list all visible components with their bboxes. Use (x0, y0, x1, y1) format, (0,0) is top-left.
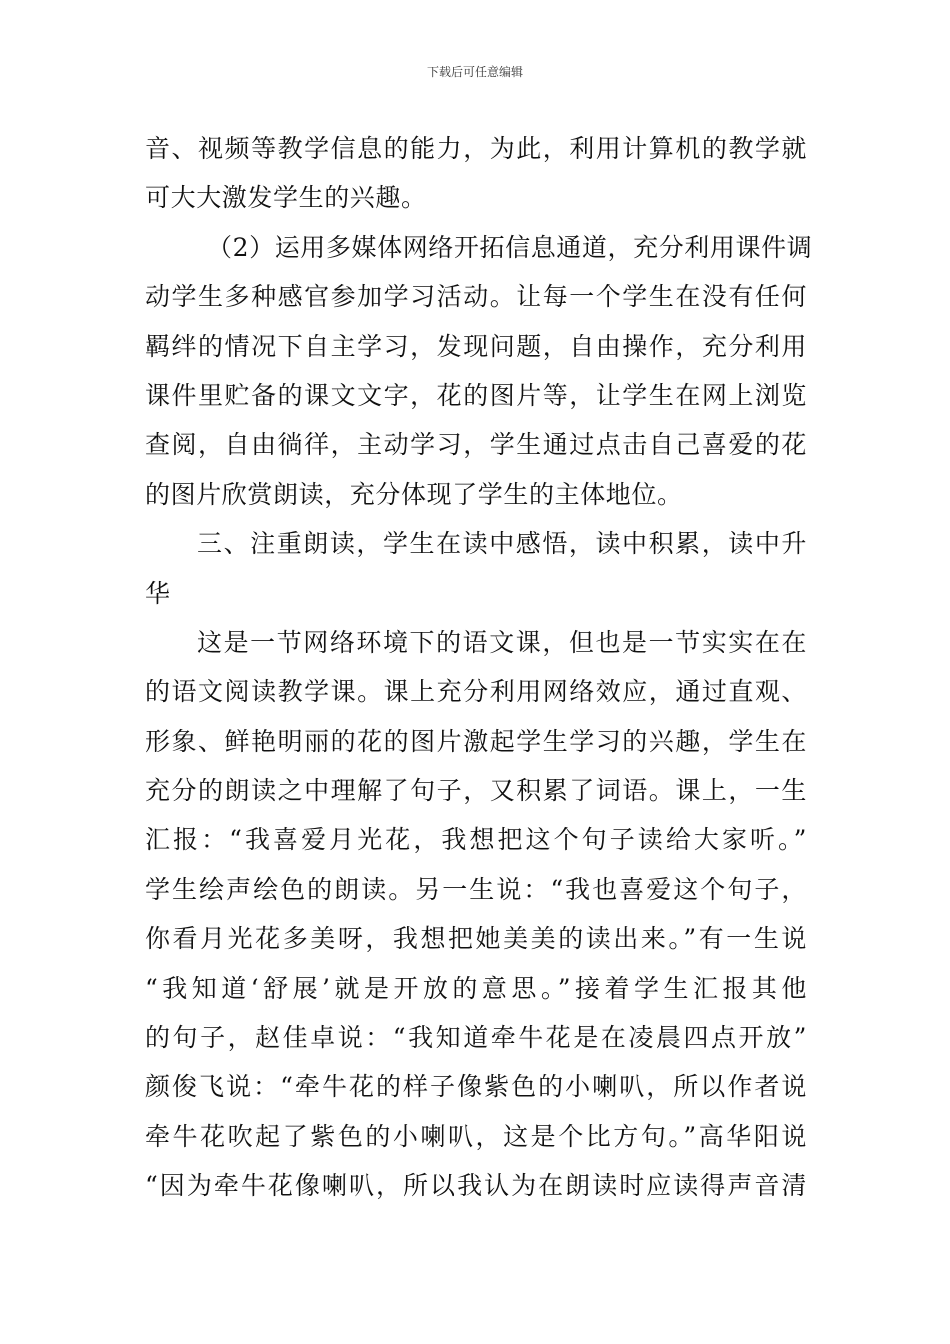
text-line: 的语文阅读教学课。课上充分利用网络效应，通过直观、 (145, 677, 807, 707)
page-header: 下载后可任意编辑 (426, 65, 523, 79)
text-line: 颜俊飞说：“牵牛花的样子像紫色的小喇叭，所以作者说 (145, 1072, 807, 1102)
paragraph-reading (145, 618, 807, 1211)
text-line: 牵牛花吹起了紫色的小喇叭，这是个比方句。”高华阳说 (145, 1121, 807, 1151)
text-line: 学生绘声绘色的朗读。另一生说：“我也喜爱这个句子， (145, 874, 807, 904)
text-line: 这是一节网络环境下的语文课，但也是一节实实在在 (197, 627, 807, 657)
text-line: 可大大激发学生的兴趣。 (145, 183, 427, 213)
text-line: 的图片欣赏朗读，充分体现了学生的主体地位。 (145, 479, 683, 509)
text-line: 充分的朗读之中理解了句子，又积累了词语。课上，一生 (145, 776, 807, 806)
text-line: 动学生多种感官参加学习活动。让每一个学生在没有任何 (145, 282, 807, 312)
document-body (145, 124, 813, 1211)
paragraph-continued (145, 124, 807, 223)
text-line: 查阅，自由徜徉，主动学习，学生通过点击自己喜爱的花 (145, 430, 807, 460)
text-line: 汇报：“我喜爱月光花，我想把这个句子读给大家听。” (145, 825, 807, 855)
text-line: 形象、鲜艳明丽的花的图片激起学生学习的兴趣，学生在 (145, 726, 807, 756)
text-line: 的句子，赵佳卓说：“我知道牵牛花是在凌晨四点开放” (145, 1023, 807, 1053)
text-line: 你看月光花多美呀，我想把她美美的读出来。”有一生说 (145, 924, 807, 954)
text-line: 课件里贮备的课文文字，花的图片等，让学生在网上浏览 (145, 380, 807, 410)
heading-line: 三、注重朗读，学生在读中感悟，读中积累，读中升 (197, 529, 807, 559)
text-line: （2）运用多媒体网络开拓信息通道，充分利用课件调 (207, 232, 813, 262)
text-line: 音、视频等教学信息的能力，为此，利用计算机的教学就 (145, 134, 807, 163)
section-heading (145, 519, 807, 618)
paragraph-multimedia (145, 223, 813, 519)
text-line: “我知道‘舒展’就是开放的意思。”接着学生汇报其他 (145, 973, 807, 1003)
text-line: “因为牵牛花像喇叭，所以我认为在朗读时应读得声音清 (145, 1171, 807, 1201)
text-line: 羁绊的情况下自主学习，发现问题，自由操作，充分利用 (145, 331, 807, 361)
heading-line: 华 (145, 578, 171, 608)
